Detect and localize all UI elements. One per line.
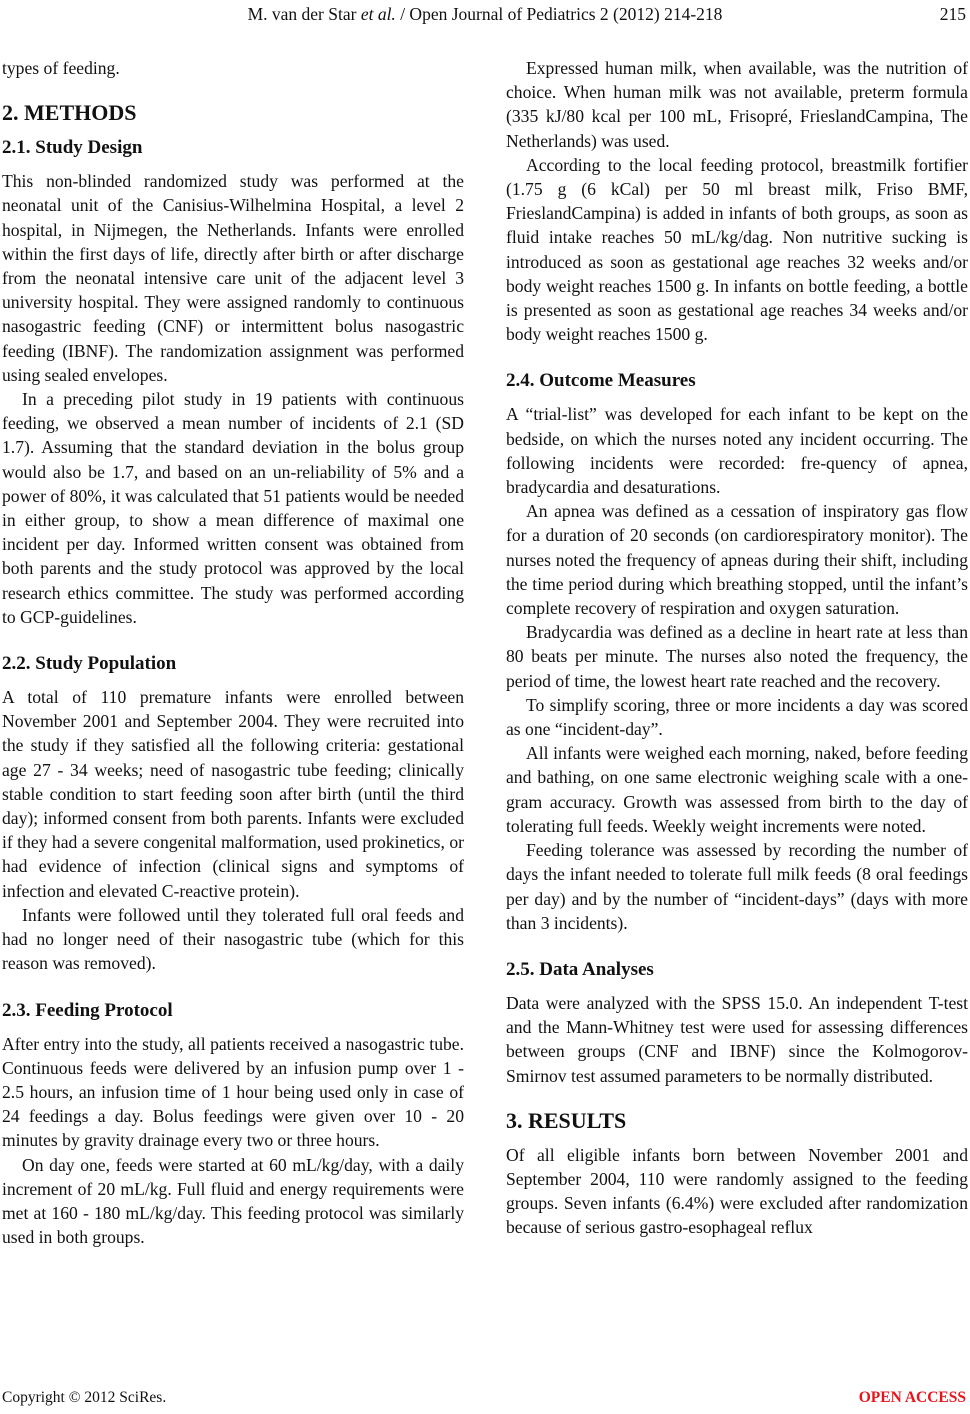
running-head-citation (0, 2, 970, 26)
paragraph: To simplify scoring, three or more incidents a day was scored as one “incident-day”. (506, 694, 968, 740)
section-heading-methods: 2. METHODS (2, 100, 137, 126)
paragraph: Expressed human milk, when available, was the nutrition of choice. When human milk was not available, preterm formula (335 kJ/80 kcal per 100 mL, Frisopré, FrieslandCampina, The Netherlands) was used. (506, 58, 968, 151)
page-footer (0, 1386, 970, 1410)
running-head (0, 2, 970, 26)
carryover-paragraph: types of feeding. (2, 58, 120, 78)
subsection-heading-feeding-protocol: 2.3. Feeding Protocol (2, 999, 173, 1021)
header-et-al: et al. (360, 4, 396, 24)
paragraph: Infants were followed until they tolerated full oral feeds and had no longer need of their nasogastric tube (which for this reason was removed). (2, 904, 464, 974)
paragraph: In a preceding pilot study in 19 patients with continuous feeding, we observed a mean number of incidents of 2.1 (SD 1.7). Assuming that the standard deviation in the bolus group would also be 1.7, and based on an un-reliability of 5% and a power of 80%, it was calculated that 51 patients would be needed in either group, to show a mean difference of maximal one incident per day. Informed written consent was obtained from both parents and the study protocol was approved by the local research ethics committee. The study was performed according to GCP-guidelines. (2, 389, 464, 627)
paragraph: Data were analyzed with the SPSS 15.0. An independent T-test and the Mann-Whitney test were used for assessing differences between groups (CNF and IBNF) since the Kolmogorov-Smirnov test assumed parameters to be normally distributed. (506, 992, 968, 1086)
paragraph: Of all eligible infants born between November 2001 and September 2004, 110 were randomly assigned to the feeding groups. Seven infants (6.4%) were excluded after randomization because of serious gastro-esophageal reflux (506, 1144, 968, 1238)
open-access-badge: OPEN ACCESS (858, 1389, 966, 1406)
paragraph: After entry into the study, all patients received a nasogastric tube. Continuous feeds were delivered by an infusion pump over 1 - 2.5 hours, an infusion time of 1 hour being used only in case of 24 feedings a day. Bolus feedings were given over 10 - 20 minutes by gravity drainage every two or three hours. (2, 1033, 464, 1151)
left-column (2, 56, 464, 1249)
paragraph: According to the local feeding protocol, breastmilk fortifier (1.75 g (6 kCal) per 50 ml breast milk, Friso BMF, FrieslandCampina) is added in infants of both groups, as soon as fluid intake reaches 50 mL/kg/dag. Non nutritive sucking is introduced as soon as gestational age reaches 32 weeks and/or body weight reaches 1500 g. In infants on bottle feeding, a bottle is presented as soon as gestational age reaches 34 weeks and/or body weight reaches 1500 g. (506, 154, 968, 345)
paragraph: Feeding tolerance was assessed by recording the number of days the infant needed to tolerate full milk feeds (8 oral feedings per day) and by the number of “incident-days” (days with more than 3 incidents). (506, 840, 968, 933)
subsection-heading-study-design: 2.1. Study Design (2, 137, 143, 159)
paragraph: A total of 110 premature infants were enrolled between November 2001 and September 2004. They were recruited into the study if they satisfied all the following criteria: gestational age 27 - 34 weeks; need of nasogastric tube feeding; clinically stable condition to start feeding soon after birth (until the third day); informed consent from both parents. Infants were excluded if they had a severe congenital malformation, used prokinetics, or had evidence of infection (clinical signs and symptoms of infection and elevated C-reactive protein). (2, 687, 464, 901)
paragraph: A “trial-list” was developed for each infant to be kept on the bedside, on which the nurses noted any incident occurring. The following incidents were recorded: fre-quency of apnea, bradycardia and desaturations. (506, 404, 968, 498)
right-column (506, 56, 968, 1240)
paragraph: All infants were weighed each morning, naked, before feeding and bathing, on one same electronic weighing scale with a one-gram accuracy. Growth was assessed from birth to the day of tolerating full feeds. Weekly weight increments were noted. (506, 743, 968, 836)
paragraph: Bradycardia was defined as a decline in heart rate at less than 80 beats per minute. The nurses also noted the frequency, the period of time, the lowest heart rate reached and the recovery. (506, 622, 968, 691)
paragraph: On day one, feeds were started at 60 mL/kg/day, with a daily increment of 20 mL/kg. Full fluid and energy requirements were met at 160 - 180 mL/kg/day. This feeding protocol was similarly used in both groups. (2, 1154, 464, 1248)
subsection-heading-data-analyses: 2.5. Data Analyses (506, 958, 654, 980)
subsection-heading-study-population: 2.2. Study Population (2, 653, 177, 675)
header-journal: / Open Journal of Pediatrics 2 (2012) 214-218 (400, 4, 723, 24)
subsection-heading-outcome-measures: 2.4. Outcome Measures (506, 370, 696, 392)
header-authors: M. van der Star (247, 4, 357, 24)
paragraph: An apnea was defined as a cessation of inspiratory gas flow for a duration of 20 seconds (on cardiorespiratory monitor). The nurses noted the frequency of apneas during their shift, including the time period during which breathing stopped, until the infant’s complete recovery of respiration and oxygen saturation. (506, 501, 968, 619)
page-number: 215 (939, 4, 966, 24)
section-heading-results: 3. RESULTS (506, 1107, 627, 1133)
paragraph: This non-blinded randomized study was performed at the neonatal unit of the Canisius-Wilhelmina Hospital, a level 2 hospital, in Nijmegen, the Netherlands. Infants were enrolled within the first days of life, directly after birth or after discharge from the neonatal intensive care unit of the adjacent level 3 university hospital. They were assigned randomly to continuous nasogastric feeding (CNF) or intermittent bolus nasogastric feeding (IBNF). The randomization assignment was performed using sealed envelopes. (2, 171, 464, 385)
copyright-notice: Copyright © 2012 SciRes. (2, 1389, 167, 1406)
